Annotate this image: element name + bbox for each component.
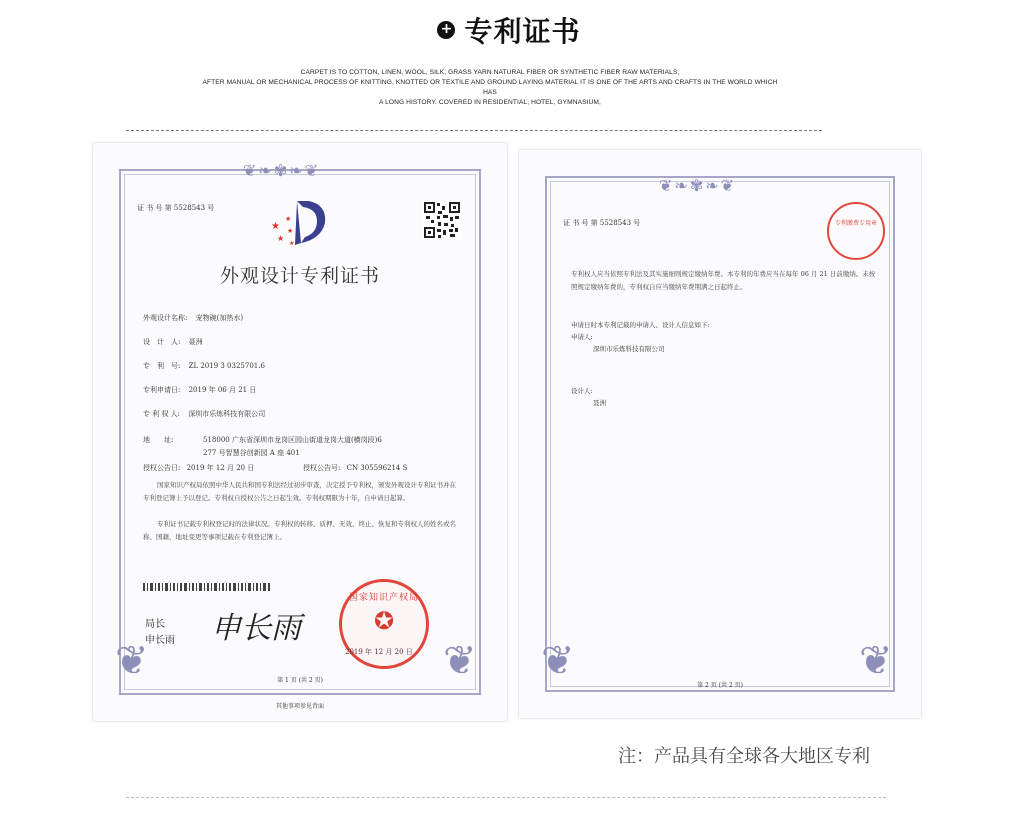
field-label: 专利申请日: [143,386,181,394]
certificate-number: 证 书 号 第 5528543 号 [137,204,215,212]
field-row [143,385,256,395]
page-number: 第 1 页 (共 2 页) [277,677,323,684]
frame-inner-border [550,181,890,687]
page-number: 第 2 页 (共 2 页) [697,682,743,689]
svg-text:★: ★ [285,215,292,223]
seal-text: 国家知识产权局 [348,593,419,603]
designer-label: 设计人: [571,387,593,395]
top-divider [126,130,822,131]
certificate-number: 证 书 号 第 5528543 号 [563,219,641,227]
fee-seal [827,202,885,260]
field-label: 专 利 权 人: [143,410,181,418]
top-ornament: ❦❧✾❧❦ [659,176,737,195]
section-title [0,10,1018,50]
certificate-page-2 [519,150,921,718]
field-value: 2019 年 06 月 21 日 [188,386,257,394]
title-text: 专利证书 [464,15,581,48]
field-row [143,409,265,419]
bottom-divider [126,797,886,798]
corner-ornament-left: ❦ [115,638,149,684]
corner-ornament-right: ❦ [859,638,893,684]
fee-paragraph: 专利权人应当依照专利法及其实施细则规定缴纳年费。本专利的年费应当在每年 06 月 21 日前缴纳。未按照规定缴纳年费的，专利权自应当缴纳年费期满之日起终止。 [571,270,876,291]
address-line: 518000 广东省深圳市龙岗区园山街道龙岗大道(横岗段)6 [203,436,382,444]
field-value: 宠物碗(加热水) [195,314,244,322]
patent-note: 注：产品具有全球各大地区专利 [618,746,870,767]
svg-text:★: ★ [277,234,285,243]
grant-date: 2019 年 12 月 20 日 [186,464,255,472]
address-label: 地 址: [143,436,174,444]
barcode [143,583,273,591]
field-value: 深圳市乐炼科技有限公司 [188,410,266,418]
qr-code [423,201,461,239]
grant-no-row [303,463,407,473]
plus-icon: + [437,21,455,39]
grant-row [143,463,254,473]
star-icon: ✪ [373,607,395,635]
intro-line: A LONG HISTORY. COVERED IN RESIDENTIAL, HOTEL, GYMNASIUM, [379,99,601,106]
grant-no-label: 授权公告号: [303,464,341,472]
intro-line: AFTER MANUAL OR MECHANICAL PROCESS OF KNITTING, KNOTTED OR TEXTILE AND GROUND LAYING MATERIAL IT IS ONE OF THE ARTS AND CRAFTS IN THE WORLD WHICH HAS [202,79,778,96]
director-name: 申长雨 [145,635,175,646]
corner-ornament-left: ❦ [541,638,575,684]
certificate-page-1 [93,143,507,721]
field-label: 外观设计名称: [143,314,188,322]
applicant-label: 申请人: [571,333,593,341]
grant-no: CN 305596214 S [346,464,408,472]
legal-paragraph: 专利证书记载专利权登记时的法律状况。专利权的转移、质押、无效、终止、恢复和专利权人的姓名或名称、国籍、地址变更等事项记载在专利登记簿上。 [143,520,456,541]
svg-text:★: ★ [271,221,280,232]
grant-date-label: 授权公告日: [143,464,181,472]
applicant-value: 深圳市乐炼科技有限公司 [593,345,665,353]
field-label: 设 计 人: [143,338,181,346]
field-label: 专 利 号: [143,362,181,370]
address-line: 277 号智慧谷创新园 A 座 401 [203,449,300,457]
emblem-logo [265,199,331,249]
intro-text [200,68,780,108]
field-value: ZL 2019 3 0325701.6 [188,362,265,370]
field-row [143,337,203,347]
field-row [143,361,265,371]
info-line: 申请日时本专利记载的申请人、设计人信息如下: [571,321,710,329]
designer-value: 聂洲 [593,399,606,407]
svg-text:★: ★ [289,240,295,247]
svg-text:★: ★ [287,227,294,235]
intro-line: CARPET IS TO COTTON, LINEN, WOOL, SILK, GRASS YARN NATURAL FIBER OR SYNTHETIC FIBER RAW MATERIALS, [300,69,680,76]
seal-date: 2019 年 12 月 20 日 [345,648,413,656]
footer-note: 其他事项参见背面 [275,703,324,710]
seal-text: 专利缴费专用章 [835,220,878,227]
certificate-title: 外观设计专利证书 [219,265,380,287]
field-value: 聂洲 [188,338,203,346]
top-ornament: ❦❧✾❧❦ [243,161,321,180]
director-title: 局长 [145,619,165,630]
corner-ornament-right: ❦ [443,638,477,684]
legal-paragraph: 国家知识产权局依照中华人民共和国专利法经过初步审查，决定授予专利权，颁发外观设计专利证书并在专利登记簿上予以登记。专利权自授权公告之日起生效。专利权期限为十年，自申请日起算。 [143,481,456,502]
director-signature: 申长雨 [211,611,301,646]
field-row [143,313,243,323]
